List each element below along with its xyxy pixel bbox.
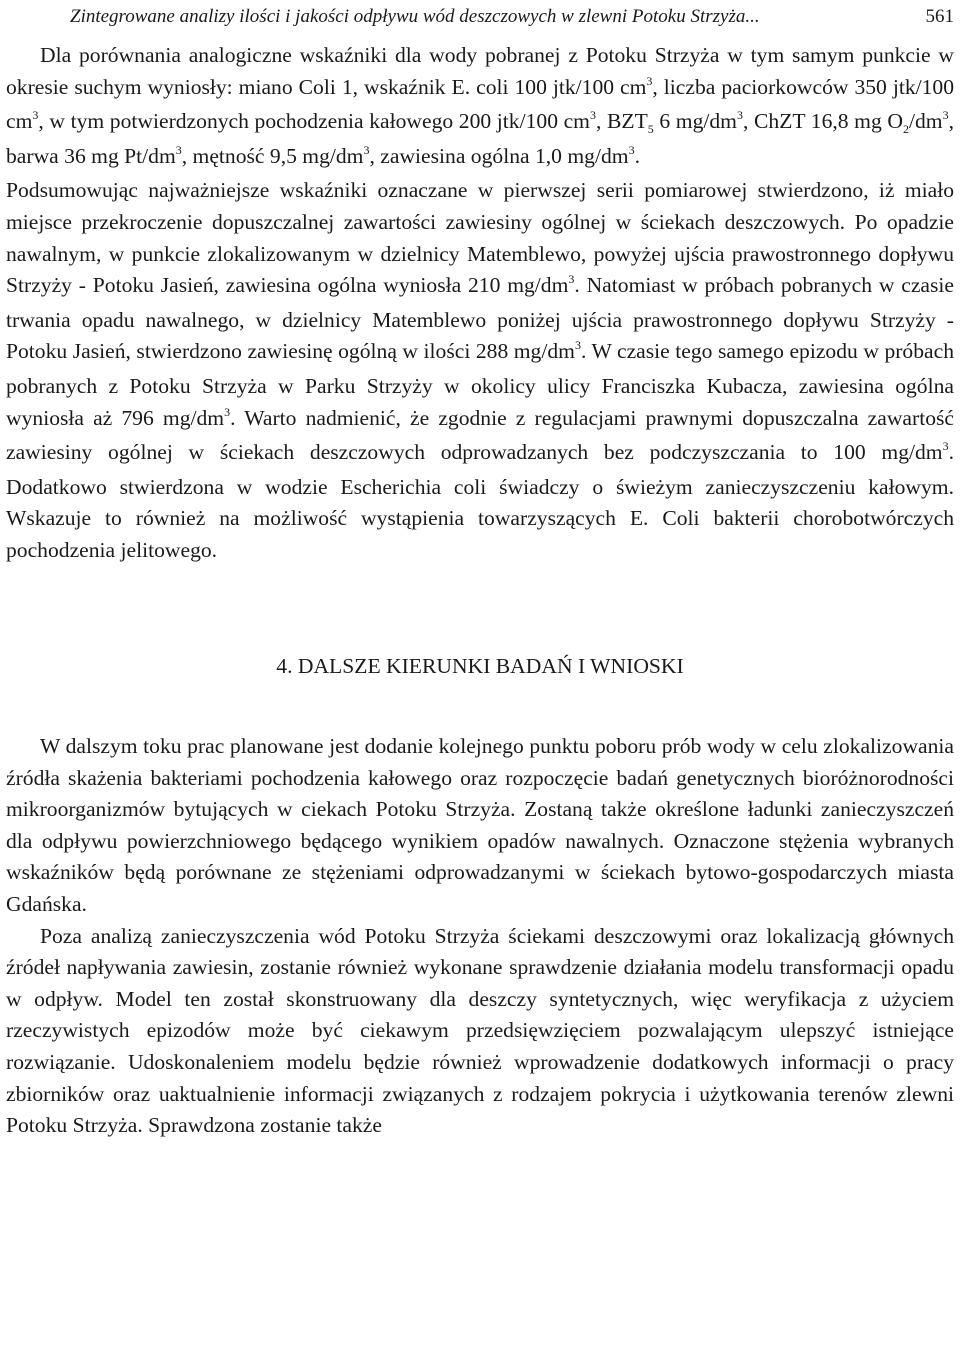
running-title: Zintegrowane analizy ilości i jakości odpływu wód deszczowych w zlewni Potoku Strzyża... [70, 6, 760, 27]
section-heading: 4. DALSZE KIERUNKI BADAŃ I WNIOSKI [276, 653, 684, 678]
paragraph-further-research: W dalszym toku prac planowane jest dodanie kolejnego punktu poboru prób wody w celu zlokalizowania źródła skażenia bakteriami pochodzenia kałowego oraz rozpoczęcie badań genetycznych bioróżnorodności mikroorganizmów bytujących w ciekach Potoku Strzyża. Zostaną także określone ładunki zanieczyszczeń dla odpływu powierzchniowego będącego wynikiem opadów nawalnych. Oznaczone stężenia wybranych wskaźników będą porównane ze stężeniami odprowadzanymi w ściekach bytowo-gospodarczych miasta Gdańska. [6, 734, 954, 917]
paragraph-model-verification: Poza analizą zanieczyszczenia wód Potoku Strzyża ściekami deszczowymi oraz lokalizacją głównych źródeł napływania zawiesin, zostanie również wykonane sprawdzenie działania modelu transformacji opadu w odpływ. Model ten został skonstruowany dla deszczy syntetycznych, więc weryfikacja z użyciem rzeczywistych epizodów może być ciekawym przedsięwzięciem pozwalającym ulepszyć istniejące rozwiązanie. Udoskonaleniem modelu będzie również wprowadzenie dodatkowych informacji o pracy zbiorników oraz uaktualnienie informacji związanych z rodzajem pokrycia i użytkowania terenów zlewni Potoku Strzyża. Sprawdzona zostanie także [6, 923, 954, 1138]
page-header [70, 0, 954, 34]
paragraph-summary: Podsumowując najważniejsze wskaźniki oznaczane w pierwszej serii pomiarowej stwierdzono, iż miało miejsce przekroczenie dopuszczalnej zawartości zawiesiny ogólnej w ściekach deszczowych. Po opadzie nawalnym, w punkcie zlokalizowanym w dzielnicy Matemblewo, powyżej ujścia prawostronnego dopływu Strzyży - Potoku Jasień, zawiesina ogólna wyniosła 210 $mg/dm^3$. Natomiast w próbach pobranych w czasie trwania opadu nawalnego, w dzielnicy Matemblewo poniżej ujścia prawostronnego dopływu Strzyży - Potoku Jasień, stwierdzono zawiesinę ogólną w ilości 288 $mg/dm^3$. W czasie tego samego epizodu w próbach pobranych z Potoku Strzyża w Parku Strzyży w okolicy ulicy Franciszka Kubacza, zawiesina ogólna wyniosła aż 796 $mg/dm^3$. Warto nadmienić, że zgodnie z regulacjami prawnymi dopuszczalna zawartość zawiesiny ogólnej w ściekach deszczowych odprowadzanych bez podczyszczania to 100 $mg/dm^3$. Dodatkowo stwierdzona w wodzie Escherichia coli świadczy o świeżym zanieczyszczeniu kałowym. Wskazuje to również na możliwość wystąpienia towarzyszących E. Coli bakterii chorobotwórczych pochodzenia jelitowego. [6, 178, 954, 562]
paragraph-dry-period-comparison: Dla porównania analogiczne wskaźniki dla wody pobranej z Potoku Strzyża w tym samym punkcie w okresie suchym wyniosły: miano Coli 1, wskaźnik E. coli 100 jtk/100 $cm^3$, liczba paciorkowców 350 jtk/100 $cm^3$, w tym potwierdzonych pochodzenia kałowego 200 jtk/100 $cm^3$, $BZT_5$ 6 $mg/dm^3$, ChZT 16,8 mg $O_2/dm^3$, barwa 36 mg $Pt/dm^3$, mętność 9,5 $mg/dm^3$, zawiesina ogólna 1,0 $mg/dm^3$. [6, 43, 955, 168]
page-number: 561 [925, 6, 954, 27]
page-content [6, 40, 954, 1142]
